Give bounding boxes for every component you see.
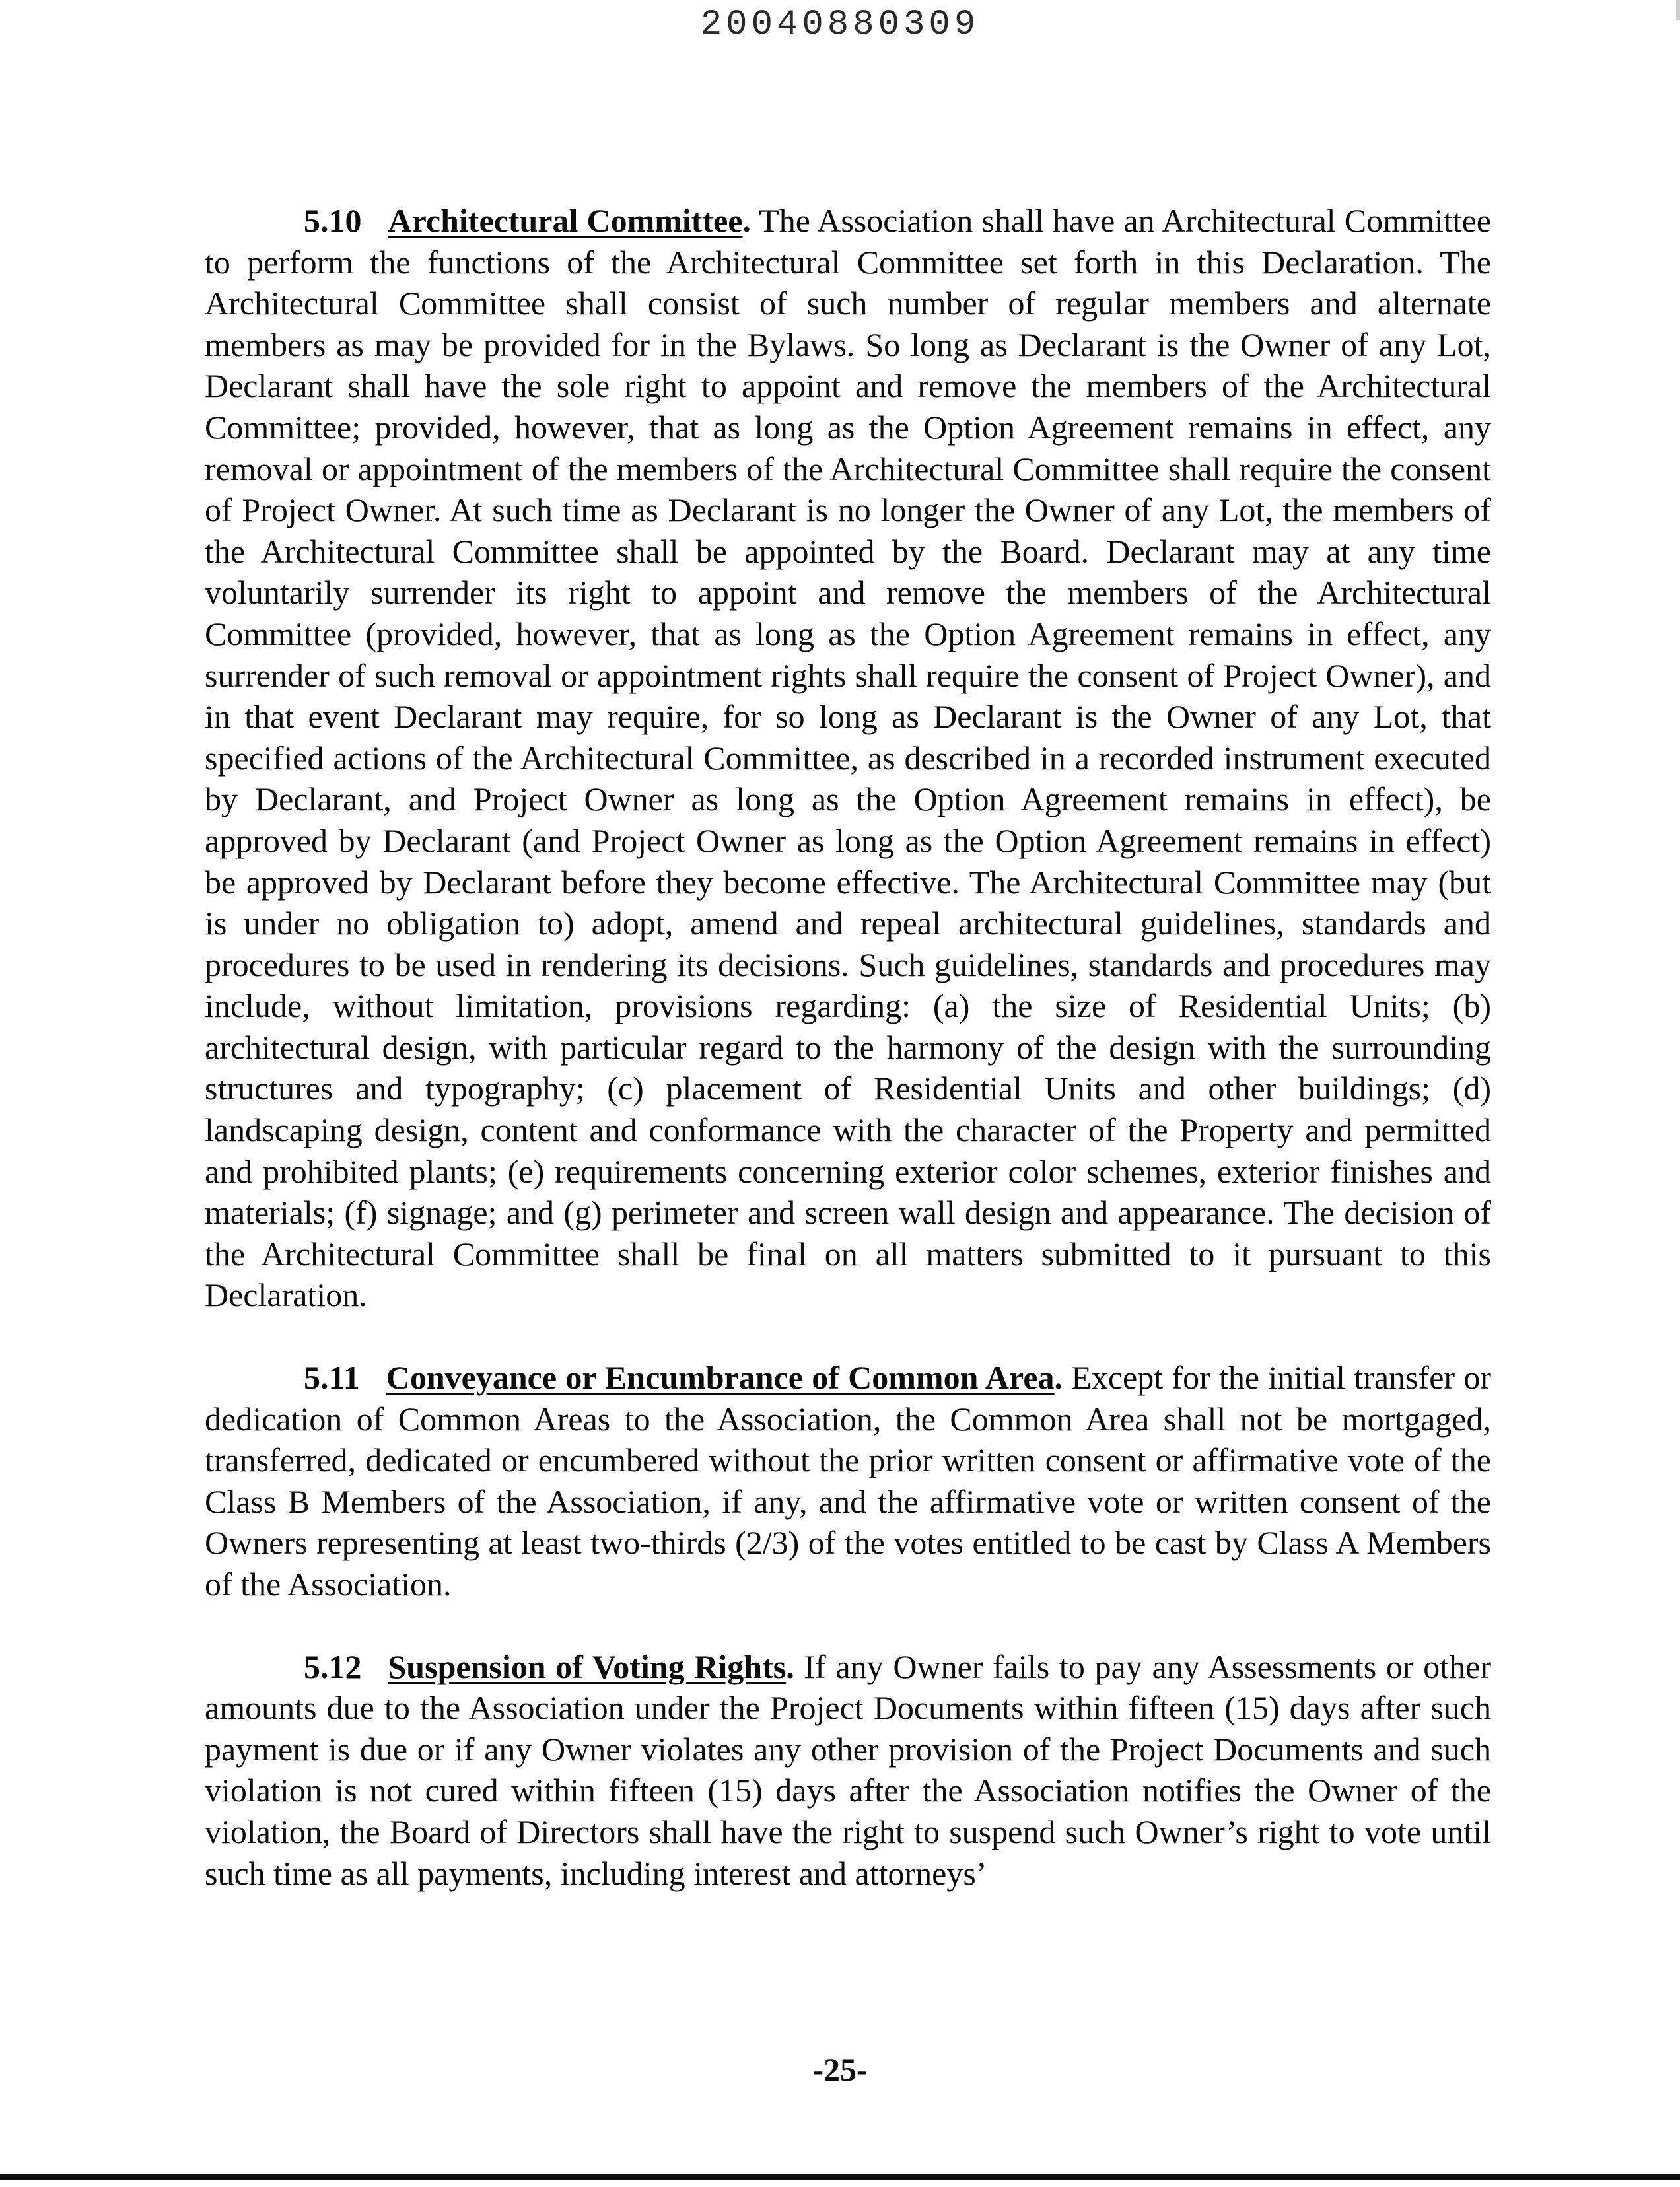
section-number: 5.10 — [304, 202, 362, 239]
document-number: 20040880309 — [700, 5, 980, 45]
page-number: -25- — [812, 2051, 868, 2088]
section-body: If any Owner fails to pay any Assessments or other amounts due to the Association under the Project Documents within fifteen (15) days after such payment is due or if any Owner violates any other provision of the Project Documents and such violation is not cured within fifteen (15) days after the Association notifies the Owner of the violation, the Board of Directors shall have the right to suspend such Owner’s right to vote until such time as all payments, including interest and attorneys’ — [205, 1648, 1491, 1892]
section-5-12: 5.12 Suspension of Voting Rights. If any Owner fails to pay any Assessments or other amounts due to the Association under the Project Documents within fifteen (15) days after such payment is due or if any Owner violates any other provision of the Project Documents and such violation is not cured within fifteen (15) days after the Association notifies the Owner of the violation, the Board of Directors shall have the right to suspend such Owner’s right to vote until such time as all payments, including interest and attorneys’ — [205, 1648, 1491, 1892]
section-title: Conveyance or Encumbrance of Common Area — [386, 1359, 1055, 1397]
section-title: Architectural Committee — [388, 202, 743, 239]
document-body — [205, 200, 1491, 1894]
section-number: 5.12 — [304, 1648, 362, 1685]
section-title: Suspension of Voting Rights — [388, 1648, 787, 1685]
section-5-10: 5.10 Architectural Committee. The Association shall have an Architectural Committee to perform the functions of the Architectural Committee set forth in this Declaration. The Architectural Committee shall consist of such number of regular members and alternate members as may be provided for in the Bylaws. So long as Declarant is the Owner of any Lot, Declarant shall have the sole right to appoint and remove the members of the Architectural Committee; provided, however, that as long as the Option Agreement remains in effect, any removal or appointment of the members of the Architectural Committee shall require the consent of Project Owner. At such time as Declarant is no longer the Owner of any Lot, the members of the Architectural Committee shall be appointed by the Board. Declarant may at any time voluntarily surrender its right to appoint and remove the members of the Architectural Committee (provided, however, that as long as the Option Agreement remains in effect, any surrender of such removal or appointment rights shall require the consent of Project Owner), and in that event Declarant may require, for so long as Declarant is the Owner of any Lot, that specified actions of the Architectural Committee, as described in a recorded instrument executed by Declarant, and Project Owner as long as the Option Agreement remains in effect), be approved by Declarant (and Project Owner as long as the Option Agreement remains in effect) be approved by Declarant before they become effective. The Architectural Committee may (but is under no obligation to) adopt, amend and repeal architectural guidelines, standards and procedures to be used in rendering its decisions. Such guidelines, standards and procedures may include, without limitation, provisions regarding: (a) the size of Residential Units; (b) architectural design, with particular regard to the harmony of the design with the surrounding structures and typography; (c) placement of Residential Units and other buildings; (d) landscaping design, content and conformance with the character of the Property and permitted and prohibited plants; (e) requirements concerning exterior color schemes, exterior finishes and materials; (f) signage; and (g) perimeter and screen wall design and appearance. The decision of the Architectural Committee shall be final on all matters submitted to it pursuant to this Declaration. — [205, 202, 1491, 1314]
section-5-11: 5.11 Conveyance or Encumbrance of Common Area. Except for the initial transfer or dedication of Common Areas to the Association, the Common Area shall not be mortgaged, transferred, dedicated or encumbered without the prior written consent or affirmative vote of the Class B Members of the Association, if any, and the affirmative vote or written consent of the Owners representing at least two-thirds (2/3) of the votes entitled to be cast by Class A Members of the Association. — [205, 1359, 1491, 1603]
section-number: 5.11 — [304, 1359, 360, 1397]
bottom-rule — [0, 2174, 1680, 2180]
section-body: The Association shall have an Architectural Committee to perform the functions of the Architectural Committee set forth in this Declaration. The Architectural Committee shall consist of such number of regular members and alternate members as may be provided for in the Bylaws. So long as Declarant is the Owner of any Lot, Declarant shall have the sole right to appoint and remove the members of the Architectural Committee; provided, however, that as long as the Option Agreement remains in effect, any removal or appointment of the members of the Architectural Committee shall require the consent of Project Owner. At such time as Declarant is no longer the Owner of any Lot, the members of the Architectural Committee shall be appointed by the Board. Declarant may at any time voluntarily surrender its right to appoint and remove the members of the Architectural Committee (provided, however, that as long as the Option Agreement remains in effect, any surrender of such removal or appointment rights shall require the consent of Project Owner), and in that event Declarant may require, for so long as Declarant is the Owner of any Lot, that specified actions of the Architectural Committee, as described in a recorded instrument executed by Declarant, and Project Owner as long as the Option Agreement remains in effect), be approved by Declarant (and Project Owner as long as the Option Agreement remains in effect) be approved by Declarant before they become effective. The Architectural Committee may (but is under no obligation to) adopt, amend and repeal architectural guidelines, standards and procedures to be used in rendering its decisions. Such guidelines, standards and procedures may include, without limitation, provisions regarding: (a) the size of Residential Units; (b) architectural design, with particular regard to the harmony of the design with the surrounding structures and typography; (c) placement of Residential Units and other buildings; (d) landscaping design, content and conformance with the character of the Property and permitted and prohibited plants; (e) requirements concerning exterior color schemes, exterior finishes and materials; (f) signage; and (g) perimeter and screen wall design and appearance. The decision of the Architectural Committee shall be final on all matters submitted to it pursuant to this Declaration. — [205, 202, 1491, 1314]
section-body: Except for the initial transfer or dedication of Common Areas to the Association, the Common Area shall not be mortgaged, transferred, dedicated or encumbered without the prior written consent or affirmative vote of the Class B Members of the Association, if any, and the affirmative vote or written consent of the Owners representing at least two-thirds (2/3) of the votes entitled to be cast by Class A Members of the Association. — [205, 1359, 1491, 1603]
